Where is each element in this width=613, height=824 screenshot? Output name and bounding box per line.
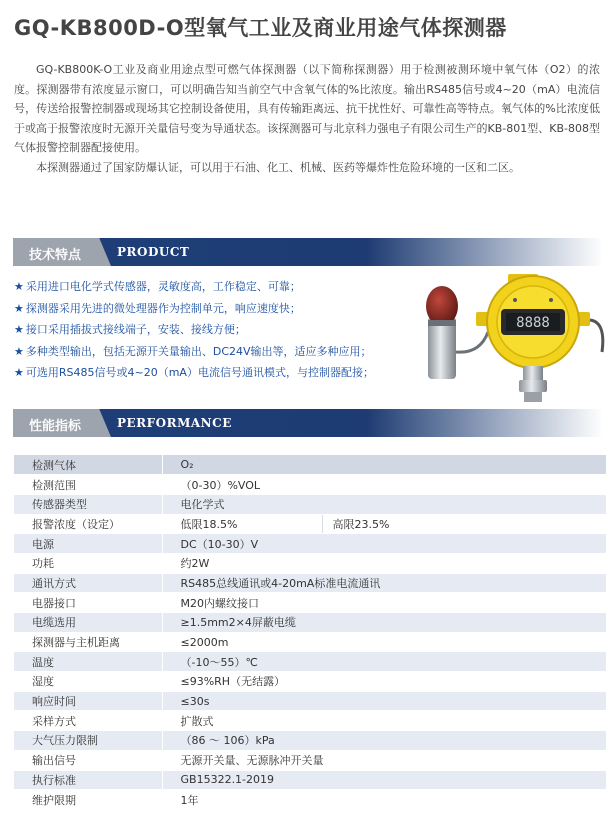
- spec-value: RS485总线通讯或4-20mA标准电流通讯: [162, 573, 606, 593]
- spec-value: 扩散式: [162, 711, 606, 731]
- feature-item: ★ 探测器采用先进的微处理器作为控制单元，响应速度快；: [14, 301, 301, 315]
- features-list: [14, 276, 414, 384]
- spec-value: ≤93%RH（无结露）: [162, 672, 606, 692]
- spec-value: GB15322.1-2019: [162, 770, 606, 790]
- star-icon: ★: [14, 323, 24, 336]
- table-row: [14, 455, 606, 475]
- spec-label: 电源: [14, 534, 162, 554]
- table-row: [14, 750, 606, 770]
- spec-value: （86 ～ 106）kPa: [162, 731, 606, 751]
- feature-item: ★ 接口采用插拔式接线端子，安装、接线方便；: [14, 323, 246, 336]
- table-row: [14, 691, 606, 711]
- spec-label: 执行标准: [14, 770, 162, 790]
- spec-value: DC（10-30）V: [162, 534, 606, 554]
- feature-item: ★ 多种类型输出，包括无源开关量输出、DC24V输出等，适应多种应用；: [14, 344, 372, 358]
- spec-label: 湿度: [14, 672, 162, 692]
- spec-value-secondary: 高限23.5%: [322, 514, 606, 534]
- star-icon: ★: [14, 366, 24, 379]
- spec-label: 大气压力限制: [14, 731, 162, 751]
- spec-value: 约2W: [162, 553, 606, 573]
- features-heading-cn: 技术特点: [29, 248, 82, 263]
- star-icon: ★: [14, 280, 24, 293]
- table-row: [14, 652, 606, 672]
- display-readout: 8888: [516, 315, 550, 331]
- spec-label: 输出信号: [14, 750, 162, 770]
- spec-label: 采样方式: [14, 711, 162, 731]
- spec-value: O₂: [162, 455, 606, 475]
- performance-table: [14, 455, 606, 810]
- spec-value: 无源开关量、无源脉冲开关量: [162, 750, 606, 770]
- spec-label: 功耗: [14, 553, 162, 573]
- spec-label: 探测器与主机距离: [14, 632, 162, 652]
- table-row: [14, 593, 606, 613]
- spec-value: ≤30s: [162, 691, 606, 711]
- intro-text: [14, 60, 600, 177]
- star-icon: ★: [14, 344, 24, 358]
- table-row: [14, 475, 606, 495]
- table-row: [14, 494, 606, 514]
- table-row: [14, 573, 606, 593]
- alarm-lamp: [426, 286, 458, 379]
- table-row: [14, 672, 606, 692]
- performance-heading-en: PERFORMANCE: [117, 416, 232, 430]
- performance-section-header: [13, 409, 603, 437]
- table-row: [14, 790, 606, 810]
- table-row: [14, 770, 606, 790]
- features-heading-en: PRODUCT: [117, 245, 190, 259]
- spec-value: 电化学式: [162, 494, 606, 514]
- spec-label: 电器接口: [14, 593, 162, 613]
- spec-value: M20内螺纹接口: [162, 593, 606, 613]
- table-row: [14, 711, 606, 731]
- spec-label: 检测气体: [14, 455, 162, 475]
- performance-heading-cn: 性能指标: [29, 419, 82, 434]
- feature-item: ★ 可选用RS485信号或4~20（mA）电流信号通讯模式，与控制器配接；: [14, 366, 374, 379]
- table-row: [14, 731, 606, 751]
- spec-label: 报警浓度（设定）: [14, 514, 162, 534]
- feature-item: ★ 采用进口电化学式传感器，灵敏度高，工作稳定、可靠；: [14, 280, 301, 293]
- spec-label: 响应时间: [14, 691, 162, 711]
- spec-label: 通讯方式: [14, 573, 162, 593]
- spec-label: 电缆选用: [14, 613, 162, 633]
- gas-detector-image: [420, 262, 610, 412]
- table-row: [14, 632, 606, 652]
- spec-value: （0-30）%VOL: [162, 475, 606, 495]
- spec-value: 1年: [162, 790, 606, 810]
- spec-label: 维护限期: [14, 790, 162, 810]
- star-icon: ★: [14, 301, 24, 315]
- spec-value: ≤2000m: [162, 632, 606, 652]
- detector-body: [476, 274, 590, 402]
- table-row: [14, 534, 606, 554]
- intro-paragraph-2: 本探测器通过了国家防爆认证，可以用于石油、化工、机械、医药等爆炸性危险环境的一区和二区。: [36, 160, 520, 174]
- product-title: GQ-KB800D-O型氧气工业及商业用途气体探测器: [14, 16, 507, 40]
- spec-label: 传感器类型: [14, 494, 162, 514]
- spec-label: 检测范围: [14, 475, 162, 495]
- spec-label: 温度: [14, 652, 162, 672]
- table-row: [14, 553, 606, 573]
- spec-value: （-10～55）℃: [162, 652, 606, 672]
- spec-value: 低限18.5%: [162, 514, 322, 534]
- spec-value: ≥1.5mm2×4屏蔽电缆: [162, 613, 606, 633]
- intro-paragraph-1: GQ-KB800K-O工业及商业用途点型可燃气体探测器（以下简称探测器）用于检测被测环境中氧气体（O2）的浓度。探测器带有浓度显示窗口，可以明确告知当前空气中含氧气体的%比浓度。输出RS485信号或4~20（mA）电流信号，传送给报警控制器或现场其它控制设备使用，具有传输距离远、抗干扰性好、可靠性高等特点。氧气体的%比浓度低于或高于报警浓度时无源开关量信号变为导通状态。该探测器可与北京科力强电子有限公司生产的KB-801型、KB-808型气体报警控制器配接使用。: [14, 63, 600, 154]
- table-row: [14, 514, 606, 534]
- table-row: [14, 613, 606, 633]
